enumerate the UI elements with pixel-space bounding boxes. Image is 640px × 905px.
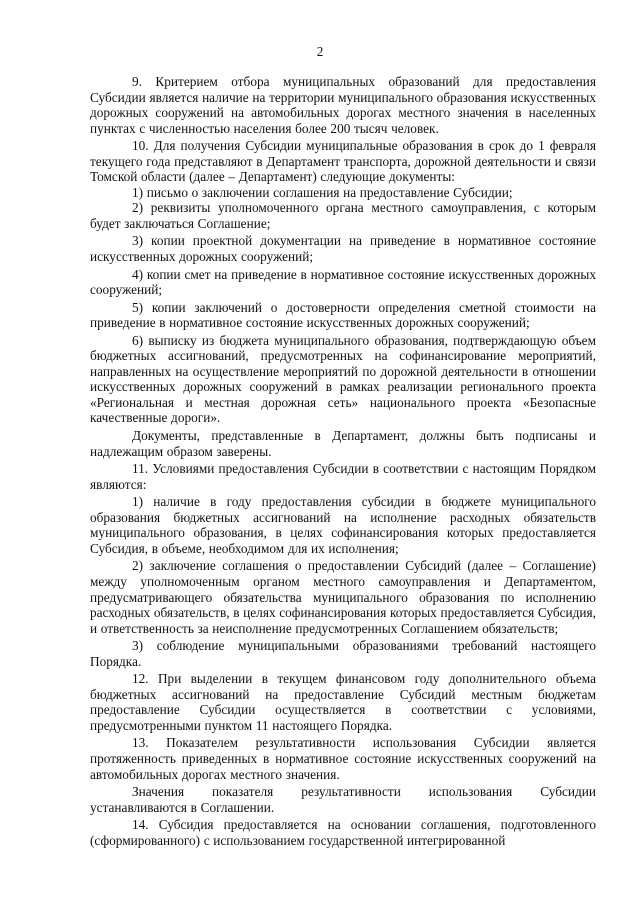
list-item-requisites: 2) реквизиты уполномоченного органа местного самоуправления, с которым будет заключаться Соглашение; — [90, 200, 596, 231]
list-item-conclusions: 5) копии заключений о достоверности определения сметной стоимости на приведение в нормативное состояние искусственных дорожных сооружений; — [90, 299, 596, 331]
condition-agreement: 2) заключение соглашения о предоставлении Субсидий (далее – Соглашение) между уполномоченным органом местного самоуправления и Департаментом, предусматривающего обязательства муниципального образования по исполнению расходных обязательств, в целях софинансирования которых предоставляется Субсидия, и ответственность за неисполнение предусмотренных Соглашением обязательств; — [90, 558, 596, 636]
paragraph-14-subsidy-basis: 14. Субсидия предоставляется на основании соглашения, подготовленного (сформированного) с использованием государственной интегрированной — [90, 817, 596, 848]
condition-compliance: 3) соблюдение муниципальными образованиями требований настоящего Порядка. — [90, 638, 596, 669]
paragraph-13-performance-indicator: 13. Показателем результативности использования Субсидии является протяженность приведенных в нормативное состояние искусственных сооружений на автомобильных дорогах местного значения. — [90, 735, 596, 782]
document-body — [90, 74, 596, 850]
list-item-budget-extract: 6) выписку из бюджета муниципального образования, подтверждающую объем бюджетных ассигнований, предусмотренных на софинансирование мероприятий, направленных на осуществление мероприятий по дорожной деятельности в отношении искусственных дорожных сооружений в рамках реализации регионального проекта «Региональная и местная дорожная сеть» национального проекта «Безопасные качественные дороги». — [90, 332, 596, 426]
page-number: 2 — [316, 44, 324, 59]
list-item-project-docs: 3) копии проектной документации на приведение в нормативное состояние искусственных дорожных сооружений; — [90, 233, 596, 265]
paragraph-indicator-values: Значения показателя результативности использования Субсидии устанавливаются в Соглашении. — [90, 784, 596, 815]
paragraph-10-documents-intro: 10. Для получения Субсидии муниципальные образования в срок до 1 февраля текущего года представляют в Департамент транспорта, дорожной деятельности и связи Томской области (далее – Департамент) следующие документы: — [90, 138, 596, 185]
condition-budget-allocations: 1) наличие в году предоставления субсидии в бюджете муниципального образования бюджетных ассигнований на исполнение расходных обязательств муниципального образования, в целях софинансирования которых предоставляется Субсидия, в объеме, необходимом для их исполнения; — [90, 494, 596, 556]
paragraph-documents-certified: Документы, представленные в Департамент, должны быть подписаны и надлежащим образом заверены. — [90, 428, 596, 459]
paragraph-12-additional-allocations: 12. При выделении в текущем финансовом году дополнительного объема бюджетных ассигнований на предоставление Субсидий местным бюджетам предоставление Субсидии осуществляется в соответствии с условиями, предусмотренными пунктом 11 настоящего Порядка. — [90, 671, 596, 733]
paragraph-9-selection-criterion: 9. Критерием отбора муниципальных образований для предоставления Субсидии является наличие на территории муниципального образования искусственных дорожных сооружений на автомобильных дорогах местного значения в населенных пунктах с численностью населения более 200 тысяч человек. — [90, 74, 596, 136]
list-item-letter: 1) письмо о заключении соглашения на предоставление Субсидии; — [132, 184, 513, 200]
paragraph-11-conditions: 11. Условиями предоставления Субсидии в соответствии с настоящим Порядком являются: — [90, 461, 596, 492]
list-item-estimates: 4) копии смет на приведение в нормативное состояние искусственных дорожных сооружений; — [90, 266, 596, 298]
